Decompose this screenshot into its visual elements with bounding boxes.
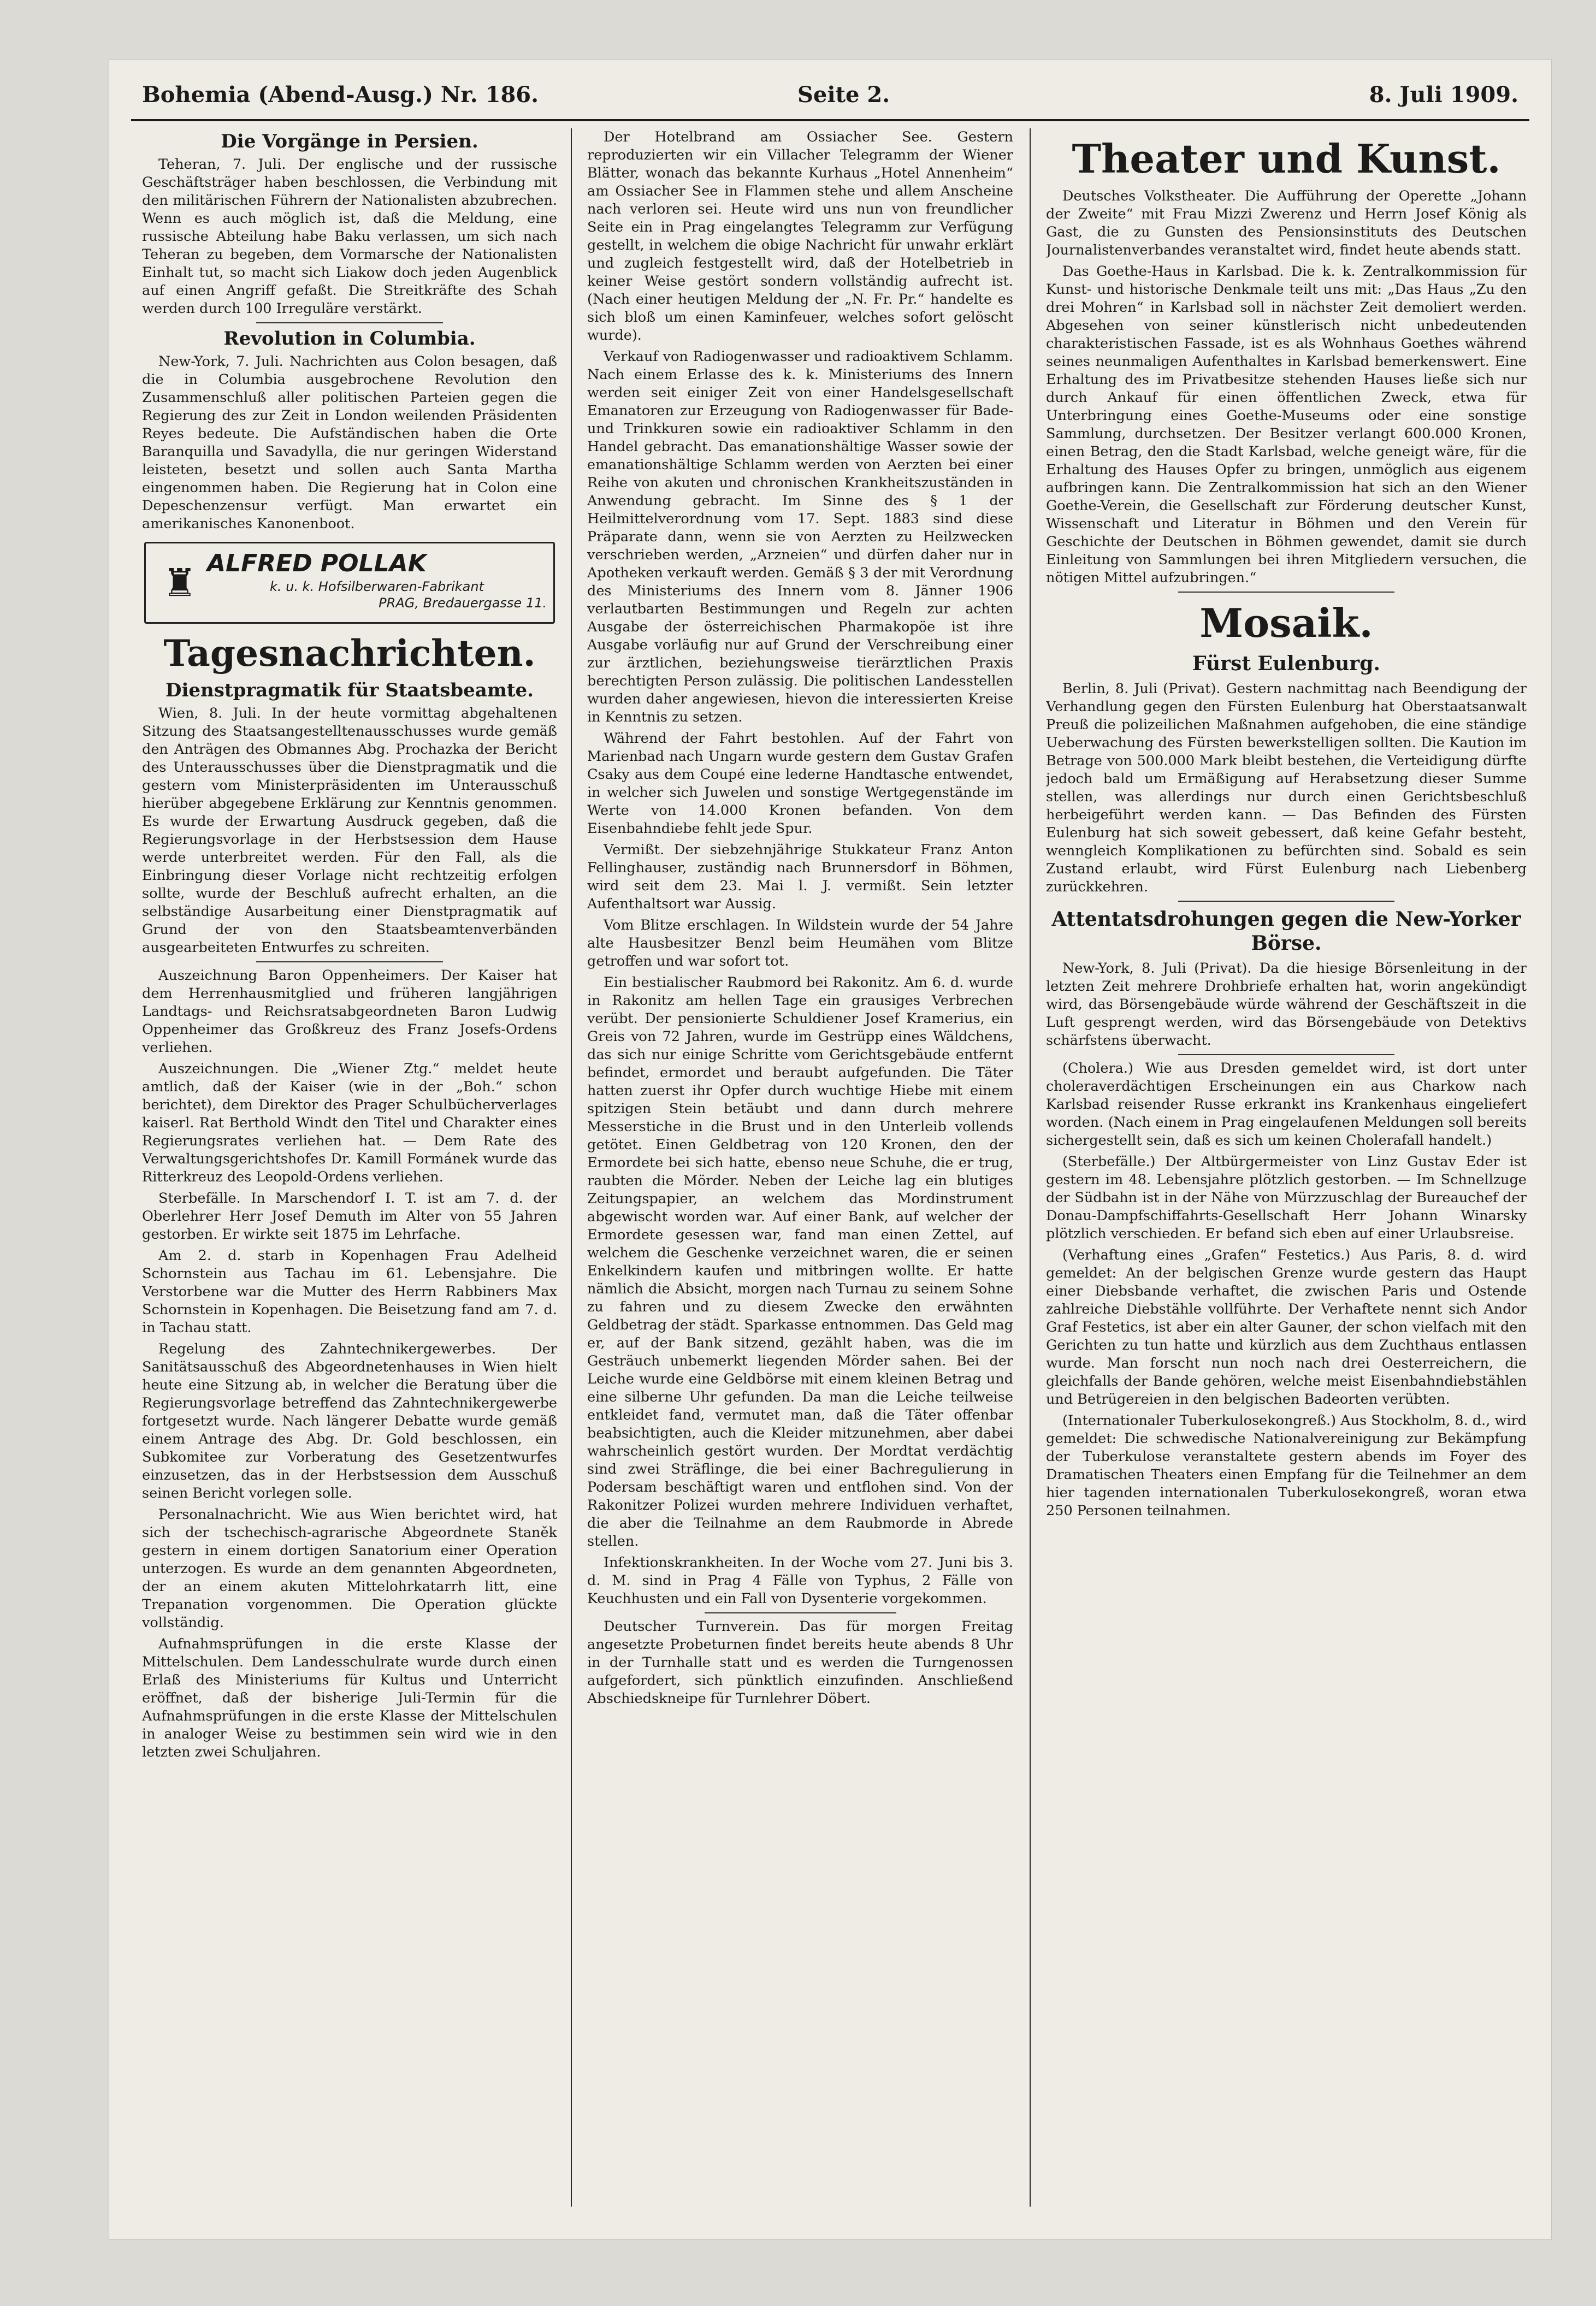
article-sterbefaelle-2: Am 2. d. starb in Kopenhagen Frau Adelheid Schornstein aus Tachau im 61. Lebensjahre. Die Verstorbene war die Mutter des Herrn Rabbiners Max Schornstein in Kopenhagen. Die Beisetzung fand am 7. d. in Tachau statt. bbox=[142, 1247, 557, 1336]
article-blitz: Vom Blitze erschlagen. In Wildstein wurde der 54 Jahre alte Hausbesitzer Benzl beim Heumähen vom Blitze getroffen und war sofort tot. bbox=[587, 917, 1013, 969]
column-divider bbox=[1030, 128, 1031, 2207]
article-vermisst: Vermißt. Der siebzehnjährige Stukkateur Franz Anton Fellinghauser, zuständig nach Brunnersdorf in Böhmen, wird seit dem 23. Mai l. J. vermißt. Sein letzter Aufenthaltsort war Aussig. bbox=[587, 842, 1013, 912]
article-tuberkulose: (Internationaler Tuberkulosekongreß.) Aus Stockholm, 8. d., wird gemeldet: Die schwedische Nationalvereinigung zur Bekämpfung der Tuberkulose veranstaltete gestern abends im Foyer des Dramatischen Theaters einen Empfang für die Teilnehmer an dem hier tagenden internationalen Tuberkulosekongreß, woran etwa 250 Personen teilnahmen. bbox=[1046, 1412, 1527, 1519]
separator bbox=[1178, 592, 1394, 593]
column-3 bbox=[1046, 128, 1527, 2223]
article-auszeichnung-oppenheimer: Auszeichnung Baron Oppenheimers. Der Kaiser hat dem Herrenhausmitglied und früheren langjährigen Landtags- und Reichsratsabgeordneten Baron Ludwig Oppenheimer das Großkreuz des Franz Josefs-Ordens verliehen. bbox=[142, 967, 557, 1056]
article-personalnachricht: Personalnachricht. Wie aus Wien berichtet wird, hat sich der tschechisch-agrarische Abgeordnete Staněk gestern in einem dortigen Sanatorium einer Operation unterzogen. Es wurde an dem genannten Abgeordneten, der an einem akuten Mittelohrkatarrh litt, eine Trepanation vorgenommen. Die Operation glückte vollständig. bbox=[142, 1506, 557, 1631]
page-header bbox=[142, 82, 1518, 115]
header-rule bbox=[131, 119, 1529, 121]
header-paper-issue: Bohemia (Abend-Ausg.) Nr. 186. bbox=[142, 82, 539, 108]
separator bbox=[256, 322, 443, 323]
separator bbox=[256, 961, 443, 962]
crown-emblem-icon: ♜ bbox=[162, 560, 197, 605]
article-cholera: (Cholera.) Wie aus Dresden gemeldet wird, ist dort unter choleraverdächtigen Erscheinungen ein aus Charkow nach Karlsbad reisender Russe erkrankt ins Krankenhaus eingeliefert worden. (Nach einem in Prag eingelaufenen Meldungen soll bereits sichergestellt sein, daß es sich um keinen Cholerafall handelt.) bbox=[1046, 1060, 1527, 1149]
article-eulenburg: Berlin, 8. Juli (Privat). Gestern nachmittag nach Beendigung der Verhandlung gegen den Fürsten Eulenburg hat Oberstaatsanwalt Preuß die polizeilichen Maßnahmen aufgehoben, die eine ständige Ueberwachung des Fürsten bewerkstelligen sollten. Die Kaution im Betrage von 500.000 Mark bleibt bestehen, die Verteidigung dürfte jedoch bald um Ermäßigung auf Herabsetzung dieser Summe stellen, was allerdings nur durch einen Gerichtsbeschluß herbeigeführt werden kann. — Das Befinden des Fürsten Eulenburg hat sich soweit gebessert, daß keine Gefahr besteht, wenngleich Komplikationen zu befürchten sind. Sobald es sein Zustand erlaubt, wird Fürst Eulenburg nach Liebenberg zurückkehren. bbox=[1046, 681, 1527, 895]
headline-attentat: Attentatsdrohungen gegen die New-Yorker Börse. bbox=[1051, 908, 1521, 955]
article-sterbefaelle: Sterbefälle. In Marschendorf I. T. ist am 7. d. der Oberlehrer Herr Josef Demuth im Alter von 55 Jahren gestorben. Er wirkte seit 1875 im Lehrfache. bbox=[142, 1190, 557, 1243]
article-dienstpragmatik: Wien, 8. Juli. In der heute vormittag abgehaltenen Sitzung des Staatsangestelltenausschusses wurde gemäß den Anträgen des Obmannes Abg. Prochazka der Bericht des Unterausschusses über die Dienstpragmatik und die gestern vom Ministerpräsidenten im Unterausschuß hierüber abgegebene Erklärung zur Kenntnis genommen. Es wurde der Erwartung Ausdruck gegeben, daß die Regierungsvorlage in der Herbstsession dem Hause werde unterbreitet werden. Für den Fall, als die Einbringung dieser Vorlage nicht rechtzeitig erfolgen sollte, wurde der Beschluß aufrecht erhalten, an die selbständige Ausarbeitung einer Dienstpragmatik auf Grund der von den Staatsbeamtenverbänden ausgearbeiteten Entwurfes zu schreiten. bbox=[142, 705, 557, 956]
article-zahntechniker: Regelung des Zahntechnikergewerbes. Der Sanitätsausschuß des Abgeordnetenhauses in Wien hielt heute eine Sitzung ab, in welcher die Beratung über die Regierungsvorlage betreffend das Zahntechnikergewerbe fortgesetzt wurde. Nach längerer Debatte wurde gemäß einem Antrage des Abg. Dr. Gold beschlossen, ein Subkomitee zur Vorberatung des Gesetzentwurfes einzusetzen, das in der Herbstsession dem Ausschuß seinen Bericht vorlegen solle. bbox=[142, 1341, 557, 1501]
article-aufnahmspruefungen: Aufnahmsprüfungen in die erste Klasse der Mittelschulen. Dem Landesschulrate wurde durch einen Erlaß des Ministeriums für Kultus und Unterricht eröffnet, daß der bisherige Juli-Termin für die Aufnahmsprüfungen in die erste Klasse der Mittelschulen in analoger Weise zu bestimmen sein wird wie in den letzten zwei Schuljahren. bbox=[142, 1636, 557, 1760]
advertisement-pollak bbox=[144, 542, 555, 624]
article-radiogenwasser: Verkauf von Radiogenwasser und radioaktivem Schlamm. Nach einem Erlasse des k. k. Ministeriums des Innern werden seit einiger Zeit von einer Handelsgesellschaft Emanatoren zur Erzeugung von Radiogenwasser für Bade- und Trinkkuren sowie ein radioaktiver Schlamm in den Handel gebracht. Das emanationshältige Wasser sowie der emanationshältige Schlamm werden von Aerzten bei einer Reihe von akuten und chronischen Krankheitszuständen in Anwendung gebracht. Im Sinne des § 1 der Heilmittelverordnung vom 17. Sept. 1883 sind diese Präparate dann, wenn sie von Aerzten zu Heilzwecken verschrieben werden, „Arzneien“ und dürfen daher nur in Apotheken verkauft werden. Gemäß § 3 der mit Verordnung des Ministeriums des Innern vom 8. Jänner 1906 verlautbarten Bestimmungen und Regeln zur achten Ausgabe der österreichischen Pharmakopöe ist ihre Ausgabe vorläufig nur auf Grund der Verschreibung einer zur ärztlichen, beziehungsweise tierärztlichen Praxis berechtigten Person zulässig. Die politischen Landesstellen wurden daher angewiesen, hievon die interessierten Kreise in Kenntnis zu setzen. bbox=[587, 348, 1013, 725]
headline-persien: Die Vorgänge in Persien. bbox=[221, 131, 478, 152]
separator bbox=[1178, 1054, 1394, 1055]
article-grafen-festetics: (Verhaftung eines „Grafen“ Festetics.) Aus Paris, 8. d. wird gemeldet: An der belgischen Grenze wurde gestern das Haupt einer Diebsbande verhaftet, die zwischen Paris und Ostende zahlreiche Diebstähle vollführte. Der Verhaftete nennt sich Andor Graf Festetics, ist aber ein alter Gauner, der schon vielfach mit den Gerichten zu tun hatte und kürzlich aus dem Zuchthaus entlassen wurde. Man forscht nun noch nach drei Oesterreichern, die gleichfalls der Bande gehören, welche meist Eisenbahndiebstählen und Betrügereien in den belgischen Badeorten verübten. bbox=[1046, 1247, 1527, 1408]
article-volkstheater: Deutsches Volkstheater. Die Aufführung der Operette „Johann der Zweite“ mit Frau Mizzi Zwerenz und Herrn Josef König als Gast, die zu Gunsten des Pensionsinstituts des Deutschen Journalistenverbandes veranstaltet wird, findet heute abends statt. bbox=[1046, 188, 1527, 258]
header-page-number: Seite 2. bbox=[797, 82, 890, 108]
separator bbox=[705, 1612, 896, 1613]
headline-columbia: Revolution in Columbia. bbox=[223, 328, 476, 350]
ad-company-name: ALFRED POLLAK bbox=[207, 549, 427, 577]
article-columbia: New-York, 7. Juli. Nachrichten aus Colon besagen, daß die in Columbia ausgebrochene Revolution den Zusammenschluß aller politischen Parteien gegen die Regierung des zur Zeit in London weilenden Präsidenten Reyes bedeute. Die Aufständischen haben die Orte Baranquilla und Savadylla, die nur geringen Widerstand leisteten, besetzt und sollen auch Santa Martha eingenommen haben. Die Regierung hat in Colon eine Depeschenzensur verfügt. Man erwartet ein amerikanisches Kanonenboot. bbox=[142, 353, 557, 532]
headline-eulenburg: Fürst Eulenburg. bbox=[1192, 652, 1380, 675]
header-date: 8. Juli 1909. bbox=[1369, 82, 1518, 108]
section-title-mosaik: Mosaik. bbox=[1199, 600, 1373, 646]
ad-line-2: PRAG, Bredauergasse 11. bbox=[379, 595, 547, 611]
column-2 bbox=[587, 128, 1013, 2223]
newspaper-page bbox=[109, 60, 1551, 2239]
article-hotelbrand: Der Hotelbrand am Ossiacher See. Gestern reproduzierten wir ein Villacher Telegramm der Wiener Blätter, wonach das bekannte Kurhaus „Hotel Annenheim“ am Ossiacher See in Flammen stehe und allem Anscheine nach verloren sei. Heute wird uns nun von freundlicher Seite ein in Prag eingelangtes Telegramm zur Verfügung gestellt, in welchem die obige Nachricht für unwahr erklärt und zugleich festgestellt wird, daß der Hotelbetrieb in keiner Weise gestört sondern vollständig aufrecht ist. (Nach einer heutigen Meldung der „N. Fr. Pr.“ handelte es sich bloß um einen Kaminfeuer, welches sofort gelöscht wurde). bbox=[587, 129, 1013, 344]
article-raubmord: Ein bestialischer Raubmord bei Rakonitz. Am 6. d. wurde in Rakonitz am hellen Tage ein grausiges Verbrechen verübt. Der pensionierte Schuldiener Josef Kramerius, ein Greis von 72 Jahren, wurde im Gestrüpp eines Wäldchens, das sich nur einige Schritte vom Gerichtsgebäude entfernt befindet, ermordet und beraubt aufgefunden. Die Täter hatten zuerst ihr Opfer durch wuchtige Hiebe mit einem spitzigen Stein betäubt und dann durch mehrere Messerstiche in die Brust und in den Unterleib vollends getötet. Einen Geldbetrag von 120 Kronen, den der Ermordete bei sich hatte, ebenso neue Schuhe, die er trug, raubten die Mörder. Neben der Leiche lag ein blutiges Zeitungspapier, an welchem das Mordinstrument abgewischt worden war. Auf einer Bank, auf welcher der Ermordete gesessen war, fand man einen Zettel, auf welchem die Geschenke verzeichnet waren, die er seinen Enkelkindern kaufen und mitbringen wollte. Er hatte nämlich die Absicht, morgen nach Turnau zu seinem Sohne zu fahren und zu diesem Zwecke den erwähnten Geldbetrag der städt. Sparkasse entnommen. Das Geld mag er, auf der Bank sitzend, gezählt haben, was die im Gesträuch unbemerkt liegenden Mörder sahen. Bei der Leiche wurde eine Geldbörse mit einem kleinen Betrag und eine silberne Uhr gefunden. Da man die Leiche teilweise entkleidet fand, vermutet man, daß die Täter offenbar beabsichtigten, auch die Kleider mitzunehmen, aber dabei wahrscheinlich gestört wurden. Der Mordtat verdächtig sind zwei Sträflinge, die bei einer Bachregulierung in Podersam beschäftigt waren und entflohen sind. Von der Rakonitzer Polizei wurden mehrere Individuen verhaftet, die aber die Teilnahme an dem Raubmorde in Abrede stellen. bbox=[587, 974, 1013, 1550]
article-sterbefaelle-3: (Sterbefälle.) Der Altbürgermeister von Linz Gustav Eder ist gestern im 48. Lebensjahre plötzlich gestorben. — Im Schnellzuge der Südbahn ist in der Nähe von Mürzzuschlag der Bureauchef der Donau-Dampfschiffahrts-Gesellschaft Herr Johann Winarsky plötzlich verschieden. Er befand sich eben auf einer Urlaubsreise. bbox=[1046, 1154, 1527, 1242]
article-attentat: New-York, 8. Juli (Privat). Da die hiesige Börsenleitung in der letzten Zeit mehrere Drohbriefe erhalten hat, worin angekündigt wird, das Börsengebäude würde während der Geschäftszeit in die Luft gesprengt werden, wird das Börsengebäude von Detektivs schärfstens überwacht. bbox=[1046, 960, 1527, 1049]
article-turnverein: Deutscher Turnverein. Das für morgen Freitag angesetzte Probeturnen findet bereits heute abends 8 Uhr in der Turnhalle statt und es werden die Turngenossen aufgefordert, sich pünktlich einzufinden. Anschließend Abschiedskneipe für Turnlehrer Döbert. bbox=[587, 1618, 1013, 1707]
section-title-tagesnachrichten: Tagesnachrichten. bbox=[163, 632, 536, 675]
article-fahrt-bestohlen: Während der Fahrt bestohlen. Auf der Fahrt von Marienbad nach Ungarn wurde gestern dem Gustav Grafen Csaky aus dem Coupé eine lederne Handtasche entwendet, in welcher sich Juwelen und sonstige Wertgegenstände im Werte von 14.000 Kronen befanden. Von dem Eisenbahndiebe fehlt jede Spur. bbox=[587, 730, 1013, 837]
article-goethe-haus: Das Goethe-Haus in Karlsbad. Die k. k. Zentralkommission für Kunst- und historische Denkmale teilt uns mit: „Das Haus „Zu den drei Mohren“ in Karlsbad soll in nächster Zeit demoliert werden. Abgesehen von seiner künstlerisch nicht unbedeutenden charakteristischen Fassade, ist es als Wohnhaus Goethes während seines neunmaligen Aufenthaltes in Karlsbad bemerkenswert. Eine Erhaltung des im Privatbesitze stehenden Hauses ließe sich nur durch Ankauf für einen öffentlichen Zweck, etwa für Unterbringung eines Goethe-Museums oder eine sonstige Sammlung, durchsetzen. Der Besitzer verlangt 600.000 Kronen, einen Betrag, den die Stadt Karlsbad, welche geneigt wäre, für die Erhaltung des Hauses Opfer zu bringen, unmöglich aus eigenem aufbringen kann. Die Zentralkommission hat sich an den Wiener Goethe-Verein, die Gesellschaft zur Förderung deutscher Kunst, Wissenschaft und Literatur in Böhmen und den Verein für Geschichte der Deutschen in Böhmen gewendet, damit sie durch Einleitung von Sammlungen bei ihren Mitgliedern versuchen, die nötigen Mittel aufzubringen.“ bbox=[1046, 263, 1527, 586]
ad-line-1: k. u. k. Hofsilberwaren-Fabrikant bbox=[269, 579, 484, 594]
section-title-theater: Theater und Kunst. bbox=[1072, 135, 1501, 182]
article-infektionskrankheiten: Infektionskrankheiten. In der Woche vom 27. Juni bis 3. d. M. sind in Prag 4 Fälle von Typhus, 2 Fälle von Keuchhusten und ein Fall von Dysenterie vorgekommen. bbox=[587, 1554, 1013, 1607]
separator bbox=[1178, 901, 1394, 902]
column-1 bbox=[142, 128, 557, 2223]
article-persien: Teheran, 7. Juli. Der englische und der russische Geschäftsträger haben beschlossen, die Verbindung mit den militärischen Führern der Nationalisten abzubrechen. Wenn es auch möglich ist, daß die Meldung, eine russische Abteilung habe Baku verlassen, um sich nach Teheran zu begeben, dem Vormarsche der Nationalisten Einhalt tut, so macht sich Liakow doch jeden Augenblick auf einen Angriff gefaßt. Die Streitkräfte des Schah werden durch 100 Irreguläre verstärkt. bbox=[142, 156, 557, 317]
headline-dienstpragmatik: Dienstpragmatik für Staatsbeamte. bbox=[165, 679, 534, 701]
article-auszeichnungen: Auszeichnungen. Die „Wiener Ztg.“ meldet heute amtlich, daß der Kaiser (wie in der „Boh.“ schon berichtet), dem Direktor des Prager Schulbücherverlages kaiserl. Rat Berthold Windt den Titel und Charakter eines Regierungsrates verliehen hat. — Dem Rate des Verwaltungsgerichtshofes Dr. Kamill Formánek wurde das Ritterkreuz des Leopold-Ordens verliehen. bbox=[142, 1061, 557, 1185]
column-divider bbox=[571, 128, 572, 2207]
